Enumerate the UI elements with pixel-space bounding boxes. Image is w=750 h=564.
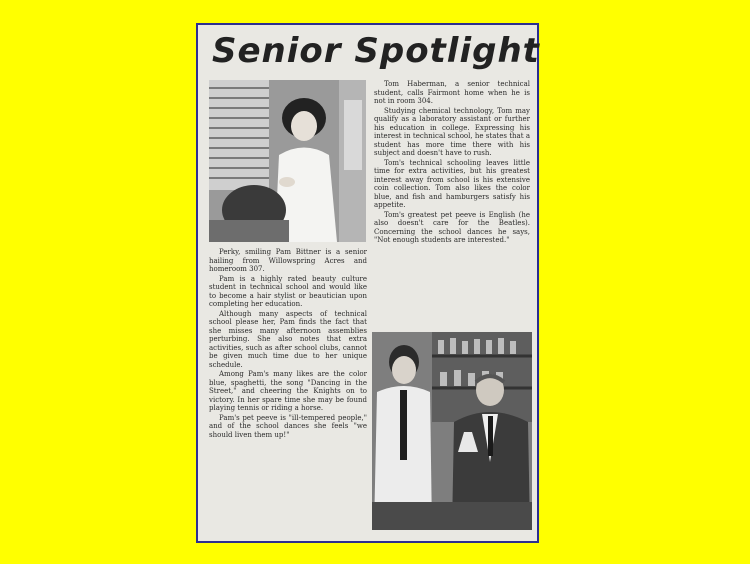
paragraph: Pam is a highly rated beauty culture student in technical school and would like to become a hair stylist or beautician upon completing her education. xyxy=(209,274,367,308)
paragraph: Among Pam's many likes are the color blue, spaghetti, the song "Dancing in the Street," and cheering the Knights on to victory. In her spare time she may be found playing tennis or riding a horse. xyxy=(209,370,367,412)
paragraph: Perky, smiling Pam Bittner is a senior hailing from Willowspring Acres and homeroom 307. xyxy=(209,248,367,273)
newspaper-clipping xyxy=(196,23,539,543)
paragraph: Studying chemical technology, Tom may qualify as a laboratory assistant or further his education in college. Expressing his interest in technical school, he states that a student has more time there with his subject and doesn't have to rush. xyxy=(374,106,530,157)
paragraph: Tom Haberman, a senior technical student, calls Fairmont home when he is not in room 304. xyxy=(374,80,530,105)
paragraph: Although many aspects of technical school please her, Pam finds the fact that she misses many afternoon assemblies perturbing. She also notes that extra activities, such as after school clubs, cannot be given much time due to her unique schedule. xyxy=(209,309,367,369)
paragraph: Tom's greatest pet peeve is English (he also doesn't care for the Beatles). Concerning the school dances he says, "Not enough students are interested." xyxy=(374,210,530,244)
paragraph: Tom's technical schooling leaves little time for extra activities, but his greatest interest away from school is his extensive coin collection. Tom also likes the color blue, and fish and hamburgers satisfy his appetite. xyxy=(374,158,530,209)
paragraph: Pam's pet peeve is "ill-tempered people," and of the school dances she feels "we should liven them up!" xyxy=(209,413,367,439)
photo-tom-haberman xyxy=(372,332,532,530)
article-pam-bittner xyxy=(209,248,367,440)
photo-pam-bittner xyxy=(209,80,366,242)
page-title: Senior Spotlight xyxy=(212,31,540,71)
article-tom-haberman xyxy=(374,80,530,246)
